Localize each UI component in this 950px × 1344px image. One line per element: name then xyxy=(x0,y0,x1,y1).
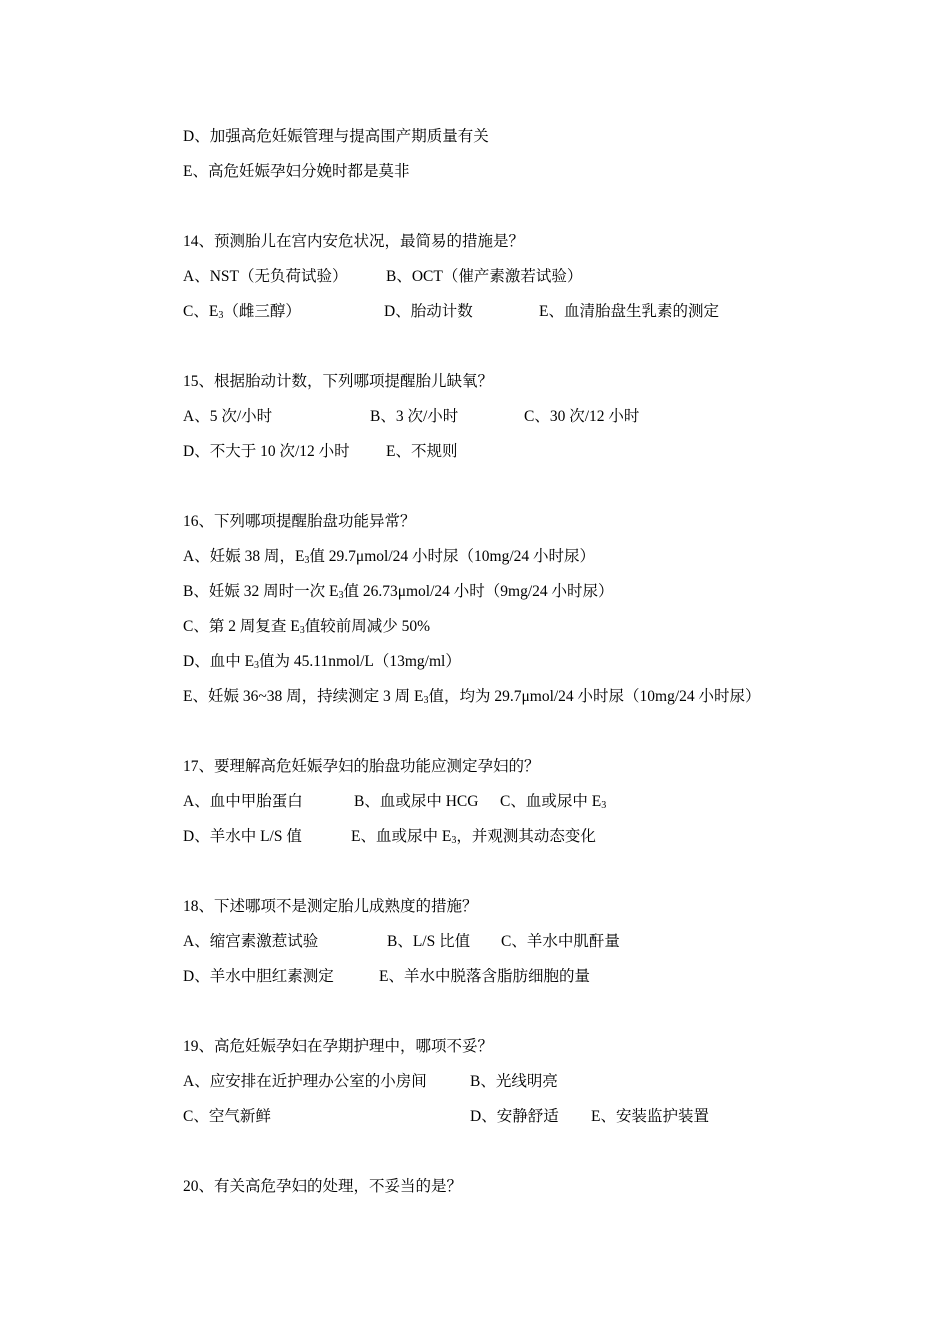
q17-option-c: C、血或尿中 $E_3$ xyxy=(500,793,607,811)
q16-question: 16、下列哪项提醒胎盘功能异常？ xyxy=(183,513,416,530)
q17-question: 17、要理解高危妊娠孕妇的胎盘功能应测定孕妇的？ xyxy=(183,758,540,775)
q19-option-a: A、应安排在近护理办公室的小房间 xyxy=(183,1073,427,1090)
q16-option-e: E、妊娠 36~38 周，持续测定 3 周 $E_3$值，均为 29.7μmol/24 小时尿（10mg/24 小时尿） xyxy=(183,688,761,706)
q19-option-d: D、安静舒适 xyxy=(470,1108,559,1125)
q16-option-b: B、妊娠 32 周时一次 $E_3$值 26.73μmol/24 小时（9mg/24 小时尿） xyxy=(183,583,614,601)
q15-question: 15、根据胎动计数，下列哪项提醒胎儿缺氧？ xyxy=(183,373,494,390)
q15-option-c: C、30 次/12 小时 xyxy=(524,408,640,425)
q15-option-a: A、5 次/小时 xyxy=(183,408,273,425)
q19-question: 19、高危妊娠孕妇在孕期护理中，哪项不妥？ xyxy=(183,1038,494,1055)
q14-option-b: B、OCT（催产素激若试验） xyxy=(386,268,583,285)
q18-option-a: A、缩宫素激惹试验 xyxy=(183,933,319,950)
q14-option-d: D、胎动计数 xyxy=(384,303,473,320)
q14-option-e: E、血清胎盘生乳素的测定 xyxy=(539,303,719,320)
q14-option-c: C、$E_3$（雌三醇） xyxy=(183,303,301,321)
q13-option-d: D、加强高危妊娠管理与提高围产期质量有关 xyxy=(183,128,489,145)
q19-option-b: B、光线明亮 xyxy=(470,1073,558,1090)
q17-option-d: D、羊水中 L/S 值 xyxy=(183,828,302,845)
q18-option-b: B、L/S 比值 xyxy=(387,933,471,950)
q20-question: 20、有关高危孕妇的处理，不妥当的是？ xyxy=(183,1178,463,1195)
q18-option-c: C、羊水中肌酐量 xyxy=(501,933,620,950)
q18-option-e: E、羊水中脱落含脂肪细胞的量 xyxy=(379,968,590,985)
q19-option-e: E、安装监护装置 xyxy=(591,1108,709,1125)
q18-option-d: D、羊水中胆红素测定 xyxy=(183,968,334,985)
q16-option-c: C、第 2 周复查 $E_3$值较前周减少 50% xyxy=(183,618,430,636)
q15-option-d: D、不大于 10 次/12 小时 xyxy=(183,443,350,460)
q17-option-a: A、血中甲胎蛋白 xyxy=(183,793,303,810)
q15-option-e: E、不规则 xyxy=(386,443,458,460)
q14-option-a: A、NST（无负荷试验） xyxy=(183,268,348,285)
q18-question: 18、下述哪项不是测定胎儿成熟度的措施？ xyxy=(183,898,478,915)
q17-option-b: B、血或尿中 HCG xyxy=(354,793,479,810)
q15-option-b: B、3 次/小时 xyxy=(370,408,459,425)
q17-option-e: E、血或尿中 $E_3$，并观测其动态变化 xyxy=(351,828,596,846)
q16-option-d: D、血中 $E_3$值为 45.11nmol/L（13mg/ml） xyxy=(183,653,461,671)
q16-option-a: A、妊娠 38 周，$E_3$值 29.7μmol/24 小时尿（10mg/24 小时尿） xyxy=(183,548,596,566)
q19-option-c: C、空气新鲜 xyxy=(183,1108,271,1125)
q14-question: 14、预测胎儿在宫内安危状况，最简易的措施是？ xyxy=(183,233,525,250)
q13-option-e: E、高危妊娠孕妇分娩时都是莫非 xyxy=(183,163,410,180)
